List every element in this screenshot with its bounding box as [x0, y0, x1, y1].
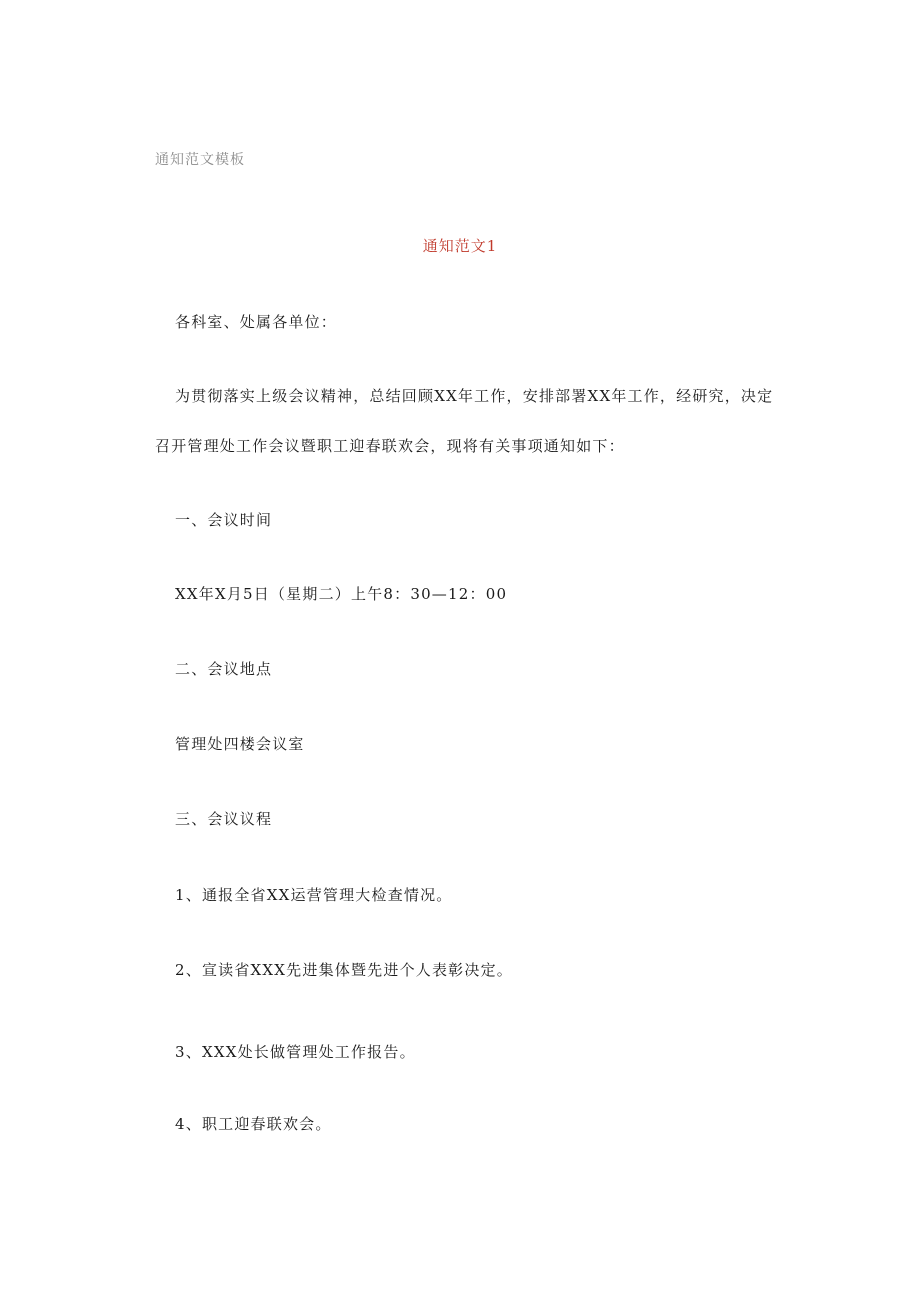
meeting-location-text: 管理处四楼会议室	[175, 735, 305, 753]
salutation: 各科室、处属各单位：	[175, 313, 338, 331]
section-heading-agenda: 三、会议议程	[175, 810, 273, 828]
section-heading-time: 一、会议时间	[175, 511, 273, 529]
header-label: 通知范文模板	[155, 152, 245, 168]
section-heading-location: 二、会议地点	[175, 660, 273, 678]
meeting-time-text: XX年X月5日（星期二）上午8：30—12：00	[175, 585, 508, 603]
agenda-item: 2、宣读省XXX先进集体暨先进个人表彰决定。	[175, 961, 513, 979]
document-title: 通知范文1	[422, 237, 498, 255]
agenda-item: 1、通报全省XX运营管理大检查情况。	[175, 886, 453, 904]
intro-paragraph-line-2: 召开管理处工作会议暨职工迎春联欢会，现将有关事项通知如下：	[155, 437, 625, 455]
intro-paragraph-line-1: 为贯彻落实上级会议精神，总结回顾XX年工作，安排部署XX年工作，经研究，决定	[175, 387, 774, 405]
agenda-item: 3、XXX处长做管理处工作报告。	[175, 1043, 416, 1061]
agenda-item: 4、职工迎春联欢会。	[175, 1115, 332, 1133]
